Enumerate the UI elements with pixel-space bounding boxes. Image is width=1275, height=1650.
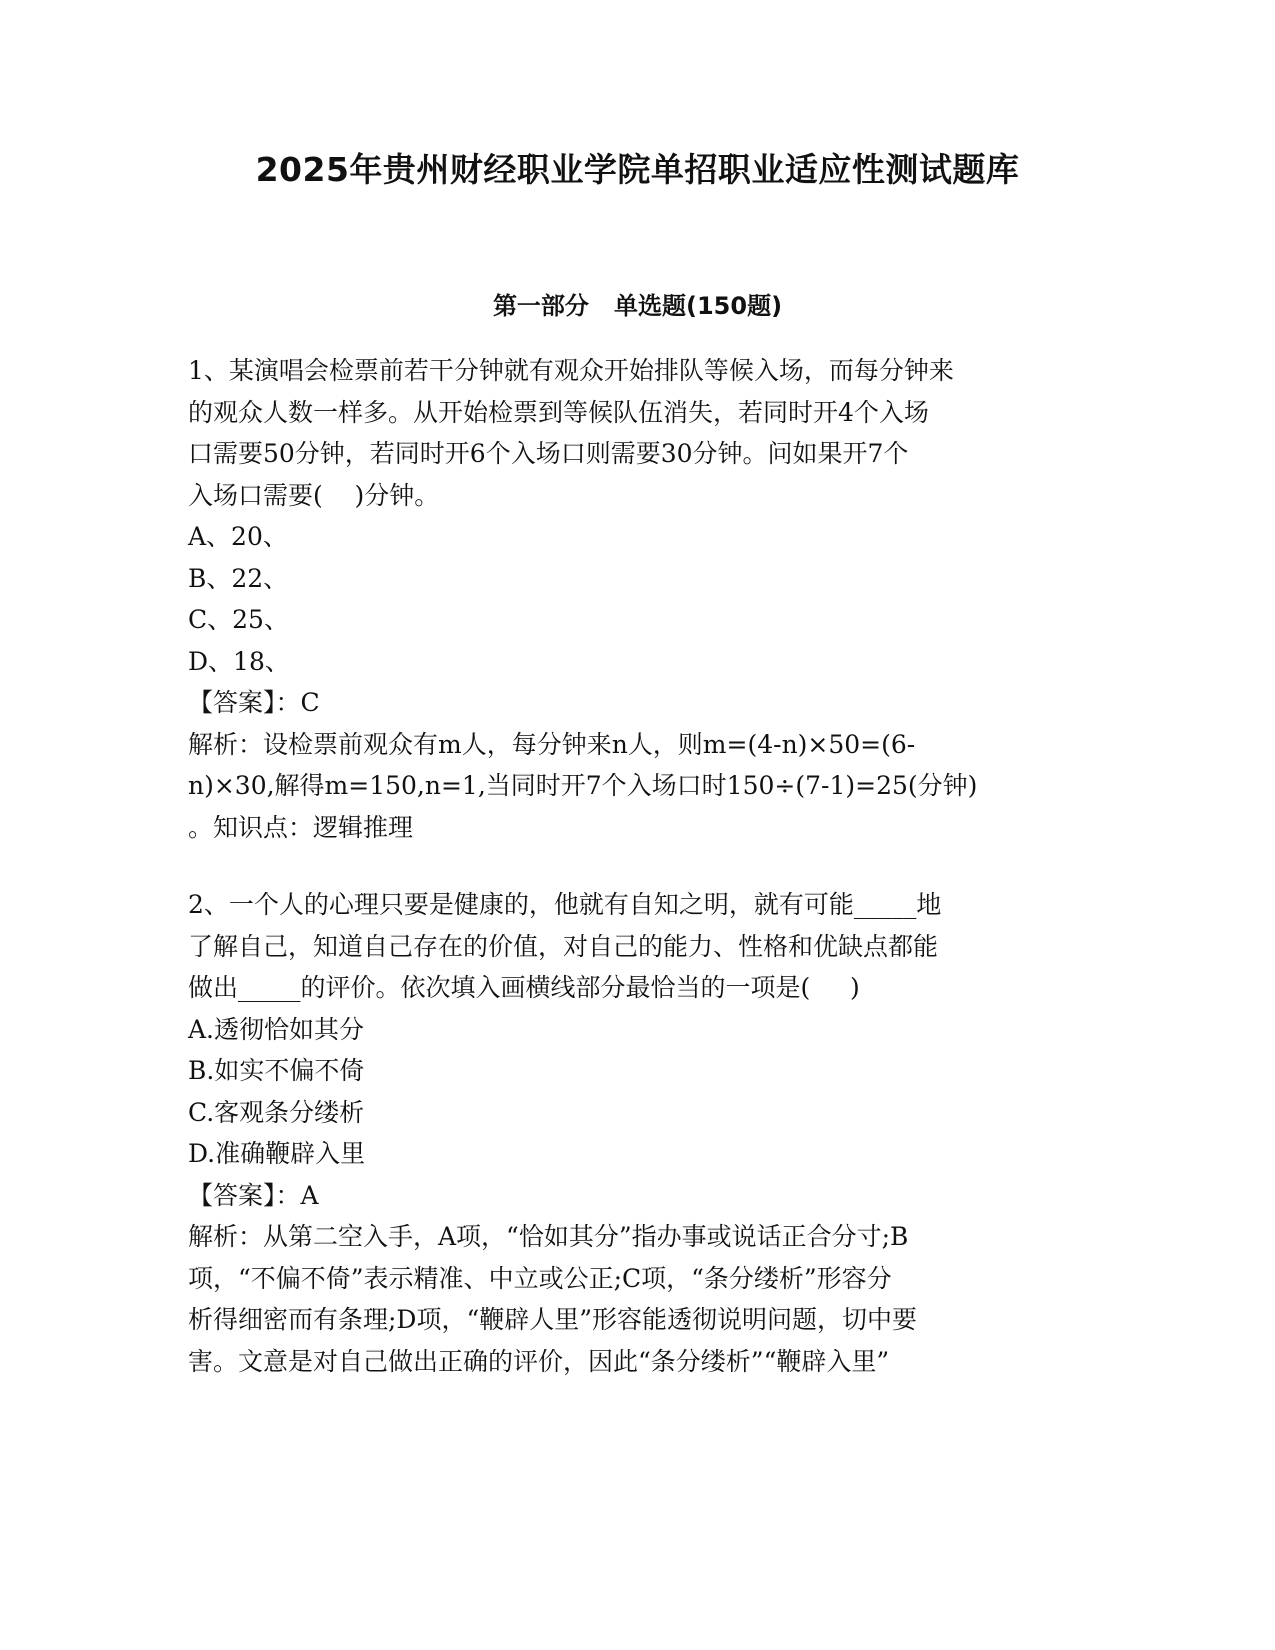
question-2-option-c: C.客观条分缕析 [188, 1097, 365, 1127]
question-1-stem-line-4: 入场口需要( )分钟。 [188, 480, 440, 510]
question-1-analysis-line-2: n)×30,解得m=150,n=1,当同时开7个入场口时150÷(7-1)=25(分钟) [188, 771, 978, 800]
question-2-option-d: D.准确鞭辟入里 [188, 1139, 366, 1168]
section-title: 第一部分 单选题(150题) [492, 292, 783, 320]
question-2-stem-line-2: 了解自己，知道自己存在的价值，对自己的能力、性格和优缺点都能 [188, 931, 939, 961]
question-1-stem-line-3: 口需要50分钟，若同时开6个入场口则需要30分钟。问如果开7个 [188, 439, 909, 468]
question-2-stem-line-3: 做出_____的评价。依次填入画横线部分最恰当的一项是( ) [188, 973, 860, 1002]
question-1-analysis-line-1: 解析：设检票前观众有m人，每分钟来n人，则m=(4-n)×50=(6- [188, 729, 916, 759]
question-1-stem-line-2: 的观众人数一样多。从开始检票到等候队伍消失，若同时开4个入场 [188, 397, 929, 427]
question-2-analysis-line-1: 解析：从第二空入手，A项，“恰如其分”指办事或说话正合分寸;B [188, 1222, 909, 1251]
question-1-option-a: A、20、 [188, 522, 288, 551]
question-1-stem-line-1: 1、某演唱会检票前若干分钟就有观众开始排队等候入场，而每分钟来 [188, 356, 954, 385]
question-2-stem-line-1: 2、一个人的心理只要是健康的，他就有自知之明，就有可能_____地 [188, 890, 942, 919]
question-2-option-b: B.如实不偏不倚 [188, 1056, 365, 1085]
question-2-analysis-line-3: 析得细密而有条理;D项，“鞭辟人里”形容能透彻说明问题，切中要 [188, 1305, 918, 1334]
question-2-analysis-line-4: 害。文意是对自己做出正确的评价，因此“条分缕析”“鞭辟入里” [188, 1346, 890, 1376]
question-2-answer: 【答案】：A [188, 1180, 319, 1210]
question-2 [188, 884, 1088, 1382]
question-1-option-c: C、25、 [188, 605, 289, 634]
document-title: 2025年贵州财经职业学院单招职业适应性测试题库 [255, 150, 1020, 189]
question-1-option-b: B、22、 [188, 563, 289, 593]
question-1-option-d: D、18、 [188, 646, 290, 676]
question-2-analysis-line-2: 项，“不偏不倚”表示精准、中立或公正;C项，“条分缕析”形容分 [188, 1263, 892, 1293]
question-1-answer: 【答案】：C [188, 688, 320, 717]
question-2-option-a: A.透彻恰如其分 [188, 1014, 365, 1044]
question-1 [188, 350, 1088, 848]
question-1-analysis-line-3: 。知识点：逻辑推理 [188, 812, 414, 842]
